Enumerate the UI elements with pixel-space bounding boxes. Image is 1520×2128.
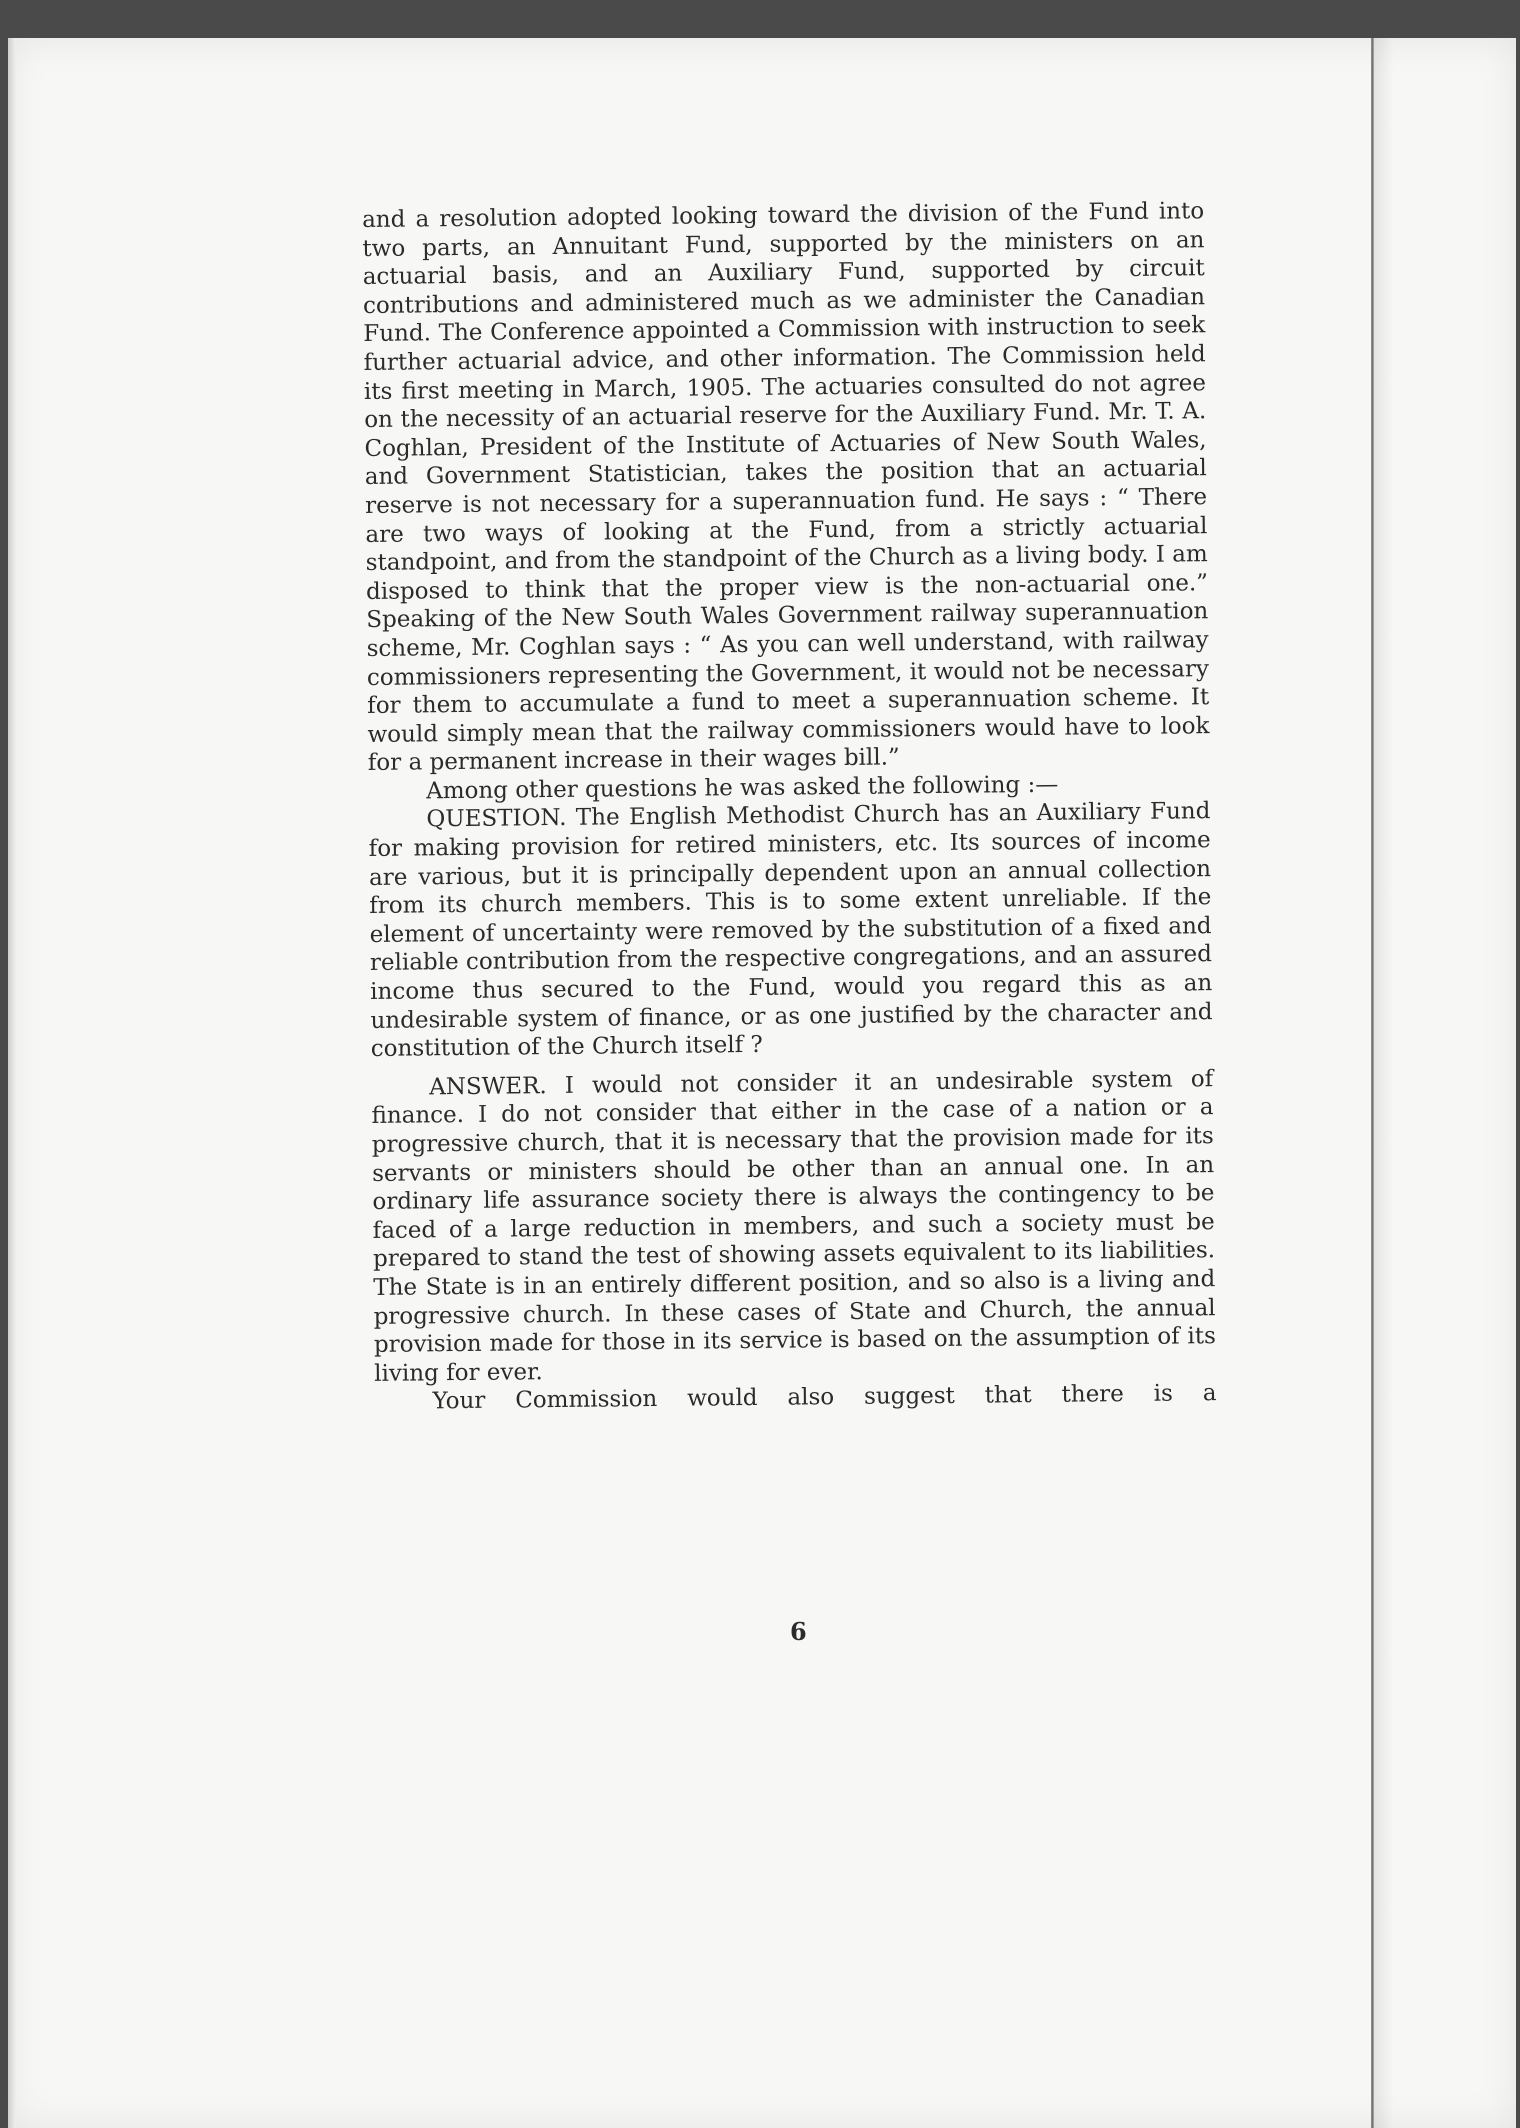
paragraph-commission-suggest: Your Commission would also suggest that there is a [432,1380,1217,1415]
page-left-edge [8,38,16,2128]
paragraph-resolution: and a resolution adopted looking toward the division of the Fund into two parts, an Annuitant Fund, supported by the ministers on an actuarial basis, and an Auxiliary Fund, supported by circuit contributions and administered much as we administer the Canadian Fund. The Conference appointed a Commission with instruction to seek further actuarial advice, and other information. The Commission held its first meeting in March, 1905. The actuaries consulted do not agree on the necessity of an actuarial reserve for the Auxiliary Fund. Mr. T. A. Coghlan, President of the Institute of Actuaries of New South Wales, and Government Statistician, takes the position that an actuarial reserve is not necessary for a superannuation fund. He says : “ There are two ways of looking at the Fund, from a strictly actuarial standpoint, and from the standpoint of the Church as a living body. I am disposed to think that the proper view is the non-actuarial one.” Speaking of the New South Wales Government railway superannuation scheme, Mr. Coghlan says : “ As you can well understand, with railway commissioners representing the Government, it would not be necessary for them to accumulate a fund to meet a superannuation scheme. It would simply mean that the railway commissioners would have to look for a permanent increase in their wages bill.” [362,198,1210,777]
paragraph-question: QUESTION. The English Methodist Church has an Auxiliary Fund for making provision for retired ministers, etc. Its sources of income are various, but it is principally dependent upon an annual collection from its church members. This is to some extent unreliable. If the element of uncertainty were removed by the substitution of a fixed and reliable contribution from the respective congregations, and an assured income thus secured to the Fund, would you regard this as an undesirable system of finance, or as one justified by the character and constitution of the Church itself ? [368,798,1213,1063]
body-text [362,197,1217,1417]
page-number: 6 [790,1617,807,1646]
paragraph-answer: ANSWER. I would not consider it an undesirable system of finance. I do not consider that either in the case of a nation or a progressive church, that it is necessary that the provision made for its servants or ministers should be other than an annual one. In an ordinary life assurance society there is always the contingency to be faced of a large reduction in members, and such a society must be prepared to stand the test of showing assets equivalent to its liabilities. The State is in an entirely different position, and so also is a living and progressive church. In these cases of State and Church, the annual provision made for those in its service is based on the assumption of its living for ever. [371,1065,1217,1387]
page-fold-shadow [1374,38,1394,2128]
paragraph-among-questions: Among other questions he was asked the following :— [425,771,1059,805]
